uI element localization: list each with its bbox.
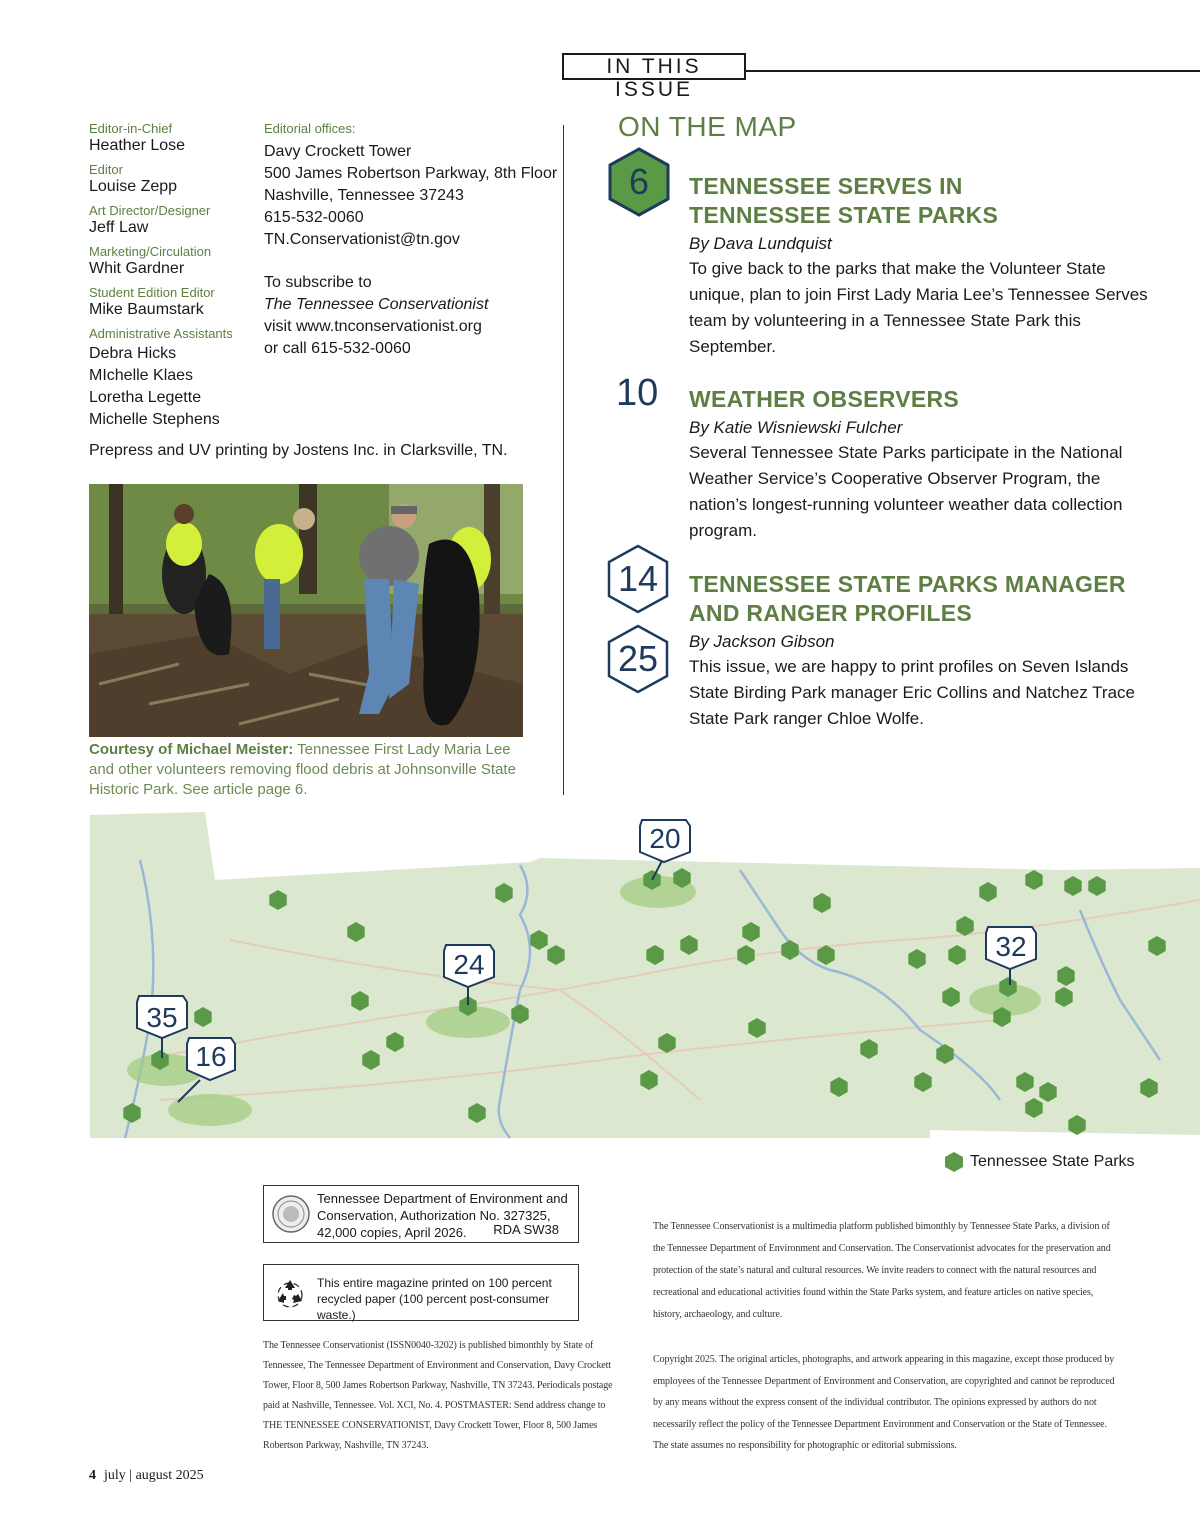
staff-name: MIchelle Klaes [89, 367, 194, 384]
address-line: Nashville, Tennessee 37243 [264, 187, 464, 204]
article-title: TENNESSEE STATE PARKS MANAGER AND RANGER PROFILES [689, 571, 1126, 626]
callout-number: 16 [195, 1041, 227, 1072]
rda-code: RDA SW38 [493, 1222, 559, 1237]
staff-name: Loretha Legette [89, 389, 202, 406]
folio-page-number: 4 [89, 1468, 96, 1483]
website-link[interactable]: visit www.tnconservationist.org [264, 318, 482, 335]
subscribe-phone: or call 615-532-0060 [264, 340, 411, 357]
article-byline: By Katie Wisniewski Fulcher [689, 418, 903, 437]
article-entry[interactable] [689, 570, 1159, 732]
copyright-statement: Copyright 2025. The original articles, photographs, and artwork appearing in this magazine, except those produced by employees of the Tennessee Department of Environment and Conservation, are copyrighted and cannot be reproduced by any means without the express consent of the individual contributor. The opinions expressed by authors do not necessarily reflect the policy of the Tennessee Department Environment and Conservation or the State of Tennessee. The state assumes no responsibility for photographic or editorial submissions. [653, 1354, 1115, 1451]
map-callout-16[interactable] [187, 1038, 235, 1080]
caption-text: Tennessee First Lady Maria Lee and other volunteers removing flood debris at Johnsonville State Historic Park. See article page 6. [89, 741, 516, 798]
page-number: 6 [628, 161, 650, 202]
address-line: 500 James Robertson Parkway, 8th Floor [264, 165, 558, 182]
role-title: Editor-in-Chief [89, 121, 173, 136]
article-summary: To give back to the parks that make the Volunteer State unique, plan to join First Lady Maria Lee’s Tennessee Serves team by volunteering in a Tennessee State Park this September. [689, 259, 1148, 356]
staff-name: Debra Hicks [89, 345, 177, 362]
photo-caption [89, 740, 529, 800]
masthead [89, 121, 259, 431]
article-entry[interactable] [689, 172, 1159, 360]
volunteers-photo-illustration [89, 484, 523, 737]
recycled-text: This entire magazine printed on 100 percent recycled paper (100 percent post-consumer waste.) [317, 1276, 552, 1322]
staff-name: Louise Zepp [89, 178, 178, 195]
page-6-hexagon [606, 146, 672, 218]
phone-number: 615-532-0060 [264, 209, 364, 226]
contents-heading: ON THE MAP [618, 111, 797, 142]
staff-name: Heather Lose [89, 137, 186, 154]
about-statement: The Tennessee Conservationist is a multimedia platform published bimonthly by Tennessee State Parks, a division of the Tennessee Department of Environment and Conservation. The Conservationist advocates for the preservation and protection of the state’s natural and cultural resources. We invite readers to connect with the natural resources and recreational and educational activities found within the State Parks system, and feature articles on native species, history, archaeology, and culture. [653, 1221, 1111, 1320]
offices-label: Editorial offices: [264, 121, 356, 136]
page-folio [89, 1468, 204, 1484]
recycled-paper-box [263, 1264, 579, 1321]
role-title: Administrative Assistants [89, 326, 233, 341]
authorization-text: Tennessee Department of Environment and Conservation, Authorization No. 327325, 42,000 copies, April 2026. [317, 1191, 568, 1240]
article-title: WEATHER OBSERVERS [689, 386, 960, 412]
tennessee-state-outline [90, 812, 1200, 1138]
page-number: 10 [616, 372, 659, 414]
photo-credit: Courtesy of Michael Meister: [89, 741, 294, 758]
map-callout-32[interactable] [986, 927, 1036, 969]
role-title: Editor [89, 162, 123, 177]
map-legend [944, 1151, 1135, 1173]
role-title: Student Edition Editor [89, 285, 215, 300]
map-callout-24[interactable] [444, 945, 494, 987]
subscribe-line: To subscribe to [264, 274, 372, 291]
callout-number: 35 [146, 1002, 178, 1033]
role-title: Art Director/Designer [89, 203, 211, 218]
editorial-offices [264, 121, 564, 360]
recycle-icon [274, 1277, 306, 1309]
address-line: Davy Crockett Tower [264, 143, 412, 160]
article-summary: This issue, we are happy to print profiles on Seven Islands State Birding Park manager Eric Collins and Natchez Trace State Park ranger Chloe Wolfe. [689, 657, 1135, 728]
postal-statement: The Tennessee Conservationist (ISSN0040-3202) is published bimonthly by State of Tennessee, The Tennessee Department of Environment and Conservation, Davy Crockett Tower, Floor 8, 500 James Robertson Parkway, Nashville, TN 37243. Periodicals postage paid at Nashville, Tennessee. Vol. XCI, No. 4. POSTMASTER: Send address change to THE TENNESSEE CONSERVATIONIST, Davy Crockett Tower, Floor 8, 500 James Robertson Parkway, Nashville, TN 37243. [263, 1340, 613, 1451]
tennessee-parks-map [0, 800, 1200, 1180]
legend-label: Tennessee State Parks [970, 1153, 1135, 1170]
page-14-hexagon [605, 543, 671, 615]
state-seal-icon [271, 1194, 311, 1234]
article-summary: Several Tennessee State Parks participate in the National Weather Service’s Cooperative Observer Program, the nation’s longest-running volunteer weather data collection program. [689, 443, 1123, 540]
page-number: 14 [617, 558, 659, 599]
park-hexagon-icon [944, 1151, 964, 1173]
role-title: Marketing/Circulation [89, 244, 212, 259]
folio-issue: july | august 2025 [104, 1468, 204, 1483]
prepress-credit: Prepress and UV printing by Jostens Inc. in Clarksville, TN. [89, 442, 508, 459]
staff-name: Michelle Stephens [89, 411, 220, 428]
page-25-hexagon [605, 623, 671, 695]
callout-number: 32 [995, 931, 1027, 962]
column-divider [563, 125, 564, 795]
staff-name: Whit Gardner [89, 260, 185, 277]
authorization-box [263, 1185, 579, 1243]
callout-number: 20 [649, 823, 681, 854]
callout-number: 24 [453, 949, 485, 980]
volunteers-photo [89, 484, 523, 737]
article-entry[interactable] [689, 385, 1159, 544]
section-header: IN THIS ISSUE [562, 53, 746, 80]
map-callout-20[interactable] [640, 820, 690, 862]
page-number: 25 [617, 638, 659, 679]
staff-name-list [89, 343, 259, 431]
magazine-title: The Tennessee Conservationist [264, 296, 489, 313]
staff-name: Mike Baumstark [89, 301, 204, 318]
article-byline: By Jackson Gibson [689, 632, 835, 651]
article-byline: By Dava Lundquist [689, 234, 832, 253]
email-link[interactable]: TN.Conservationist@tn.gov [264, 231, 460, 248]
header-rule [742, 70, 1200, 72]
staff-name: Jeff Law [89, 219, 149, 236]
map-callout-35[interactable] [137, 996, 187, 1038]
article-title: TENNESSEE SERVES IN TENNESSEE STATE PARKS [689, 173, 999, 228]
